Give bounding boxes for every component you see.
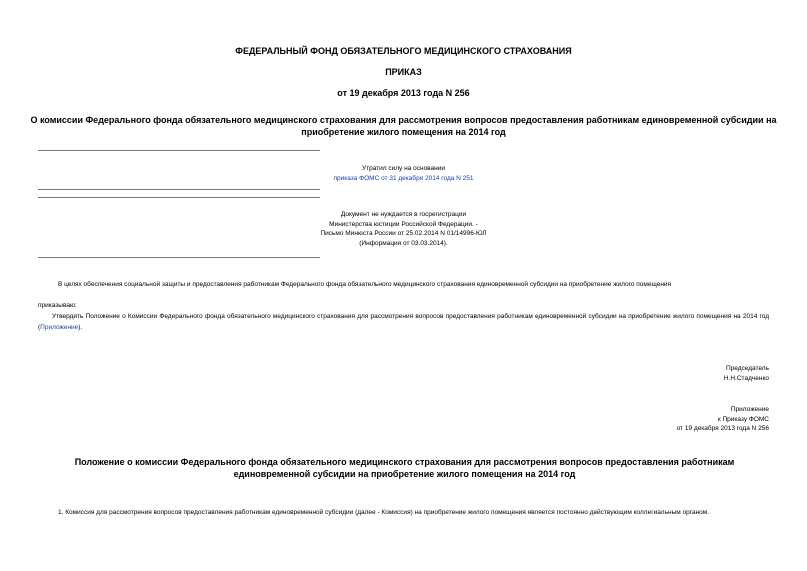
registration-note-line: Министерства юстиции Российской Федерации. - [329, 220, 478, 228]
approve-end: ). [78, 324, 83, 331]
divider [38, 189, 320, 190]
approve-text: Утвердить Положение о Комиссии Федерального фонда обязательного медицинского страхования для рассмотрения вопросов предоставления работникам единовременной субсидии на приобретение жилого помещения на 2014 год ( [38, 313, 769, 331]
appendix-link[interactable]: Приложение [40, 324, 79, 331]
organization-name: ФЕДЕРАЛЬНЫЙ ФОНД ОБЯЗАТЕЛЬНОГО МЕДИЦИНСКОГО СТРАХОВАНИЯ [235, 46, 572, 56]
registration-note-line: Документ не нуждается в госрегистрации [340, 211, 467, 218]
status-note-text: Утратил силу на основании [361, 165, 446, 172]
appendix-reference [500, 405, 769, 434]
divider [38, 257, 320, 258]
appendix-ref-line: Приложение [730, 406, 769, 413]
registration-note-line: (Информация от 03.03.2014). [359, 239, 448, 247]
status-note [200, 164, 607, 183]
clause-1: 1. Комиссия для рассмотрения вопросов предоставления работникам единовременной субсидии (далее - Комиссия) на приобретение жилого помещения является постоянно действующим коллегиальным органом. [58, 509, 710, 516]
regulation-title: Положение о комиссии Федерального фонда обязательного медицинского страхования для рассмотрения вопросов предоставления работникам единовременной субсидии на приобретение жилого помещения на 2014 год [74, 457, 735, 479]
order-word: приказываю: [38, 302, 77, 309]
approve-paragraph [38, 311, 769, 333]
signature-role: Председатель [725, 365, 769, 372]
appendix-ref-line: к Приказу ФОМС [717, 415, 769, 423]
registration-note-line: Письмо Минюста России от 25.02.2014 N 01/14996-ЮЛ [320, 230, 487, 237]
divider [38, 197, 320, 198]
appendix-ref-line: от 19 декабря 2013 года N 256 [676, 425, 769, 432]
divider [38, 150, 320, 151]
repeal-order-link[interactable]: приказа ФОМС от 31 декабря 2014 года N 251 [333, 174, 474, 182]
document-type: ПРИКАЗ [385, 67, 422, 77]
intro-paragraph: В целях обеспечения социальной защиты и предоставления работникам Федерального фонда обязательного медицинского страхования единовременной субсидии на приобретение жилого помещения [58, 281, 672, 288]
signature-name: Н.Н.Стадченко [723, 374, 769, 382]
signature-block [500, 364, 769, 383]
document-title: О комиссии Федерального фонда обязательного медицинского страхования для рассмотрения вопросов предоставления работникам единовременной субсидии на приобретение жилого помещения на 2014 год [30, 115, 777, 137]
document-date-number: от 19 декабря 2013 года N 256 [337, 88, 470, 98]
registration-note [200, 210, 607, 248]
